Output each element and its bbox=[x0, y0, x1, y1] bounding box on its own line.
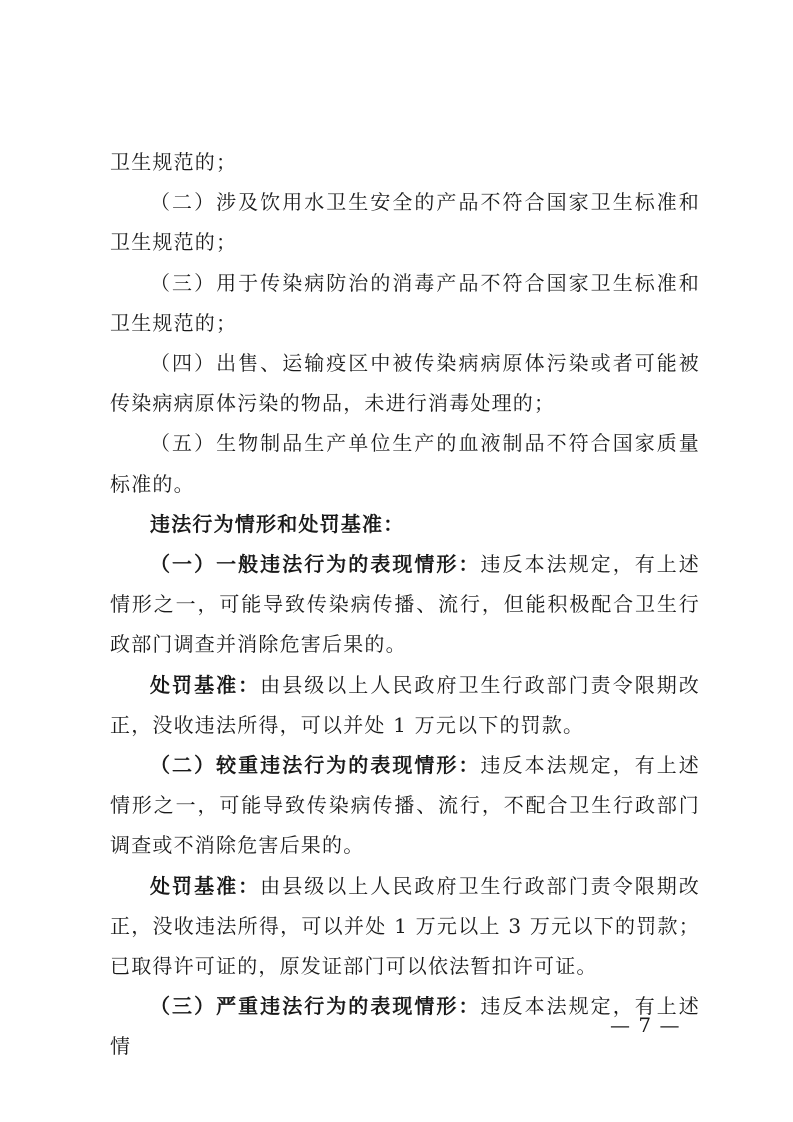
general-violation-text: 违反本法规定，有上述情形之一，可能导致传染病传播、流行，但能积极配合卫生行政部门调查并消除危害后果的。 bbox=[110, 552, 700, 657]
penalty-basis-2-text: 由县级以上人民政府卫生行政部门责令限期改正，没收违法所得，可以并处 1 万元以上 3 万元以下的罚款；已取得许可证的，原发证部门可以依法暂扣许可证。 bbox=[110, 873, 701, 979]
serious-violation-label: （二）较重违法行为的表现情形： bbox=[150, 753, 481, 778]
severe-violation-label: （三）严重违法行为的表现情形： bbox=[150, 994, 481, 1019]
document-body bbox=[110, 142, 700, 1067]
section-heading: 违法行为情形和处罚基准： bbox=[150, 511, 405, 536]
penalty-basis-1-text: 由县级以上人民政府卫生行政部门责令限期改正，没收违法所得，可以并处 1 万元以下的罚款。 bbox=[110, 672, 701, 737]
severe-violation-text: 违反本法规定，有上述情 bbox=[110, 994, 700, 1059]
paragraph-item-5: （五）生物制品生产单位生产的血液制品不符合国家质量标准的。 bbox=[110, 431, 700, 496]
general-violation-paragraph bbox=[110, 544, 700, 665]
serious-violation-text: 违反本法规定，有上述情形之一，可能导致传染病传播、流行，不配合卫生行政部门调查或不消除危害后果的。 bbox=[110, 753, 700, 858]
penalty-basis-1-paragraph bbox=[110, 665, 700, 745]
general-violation-label: （一）一般违法行为的表现情形： bbox=[150, 552, 481, 577]
penalty-basis-2-label: 处罚基准： bbox=[150, 873, 261, 898]
penalty-basis-2-paragraph bbox=[110, 866, 700, 987]
paragraph-item-4: （四）出售、运输疫区中被传染病病原体污染或者可能被传染病病原体污染的物品，未进行消毒处理的； bbox=[110, 351, 700, 416]
serious-violation-paragraph bbox=[110, 745, 700, 866]
paragraph-continuation: 卫生规范的； bbox=[110, 150, 238, 174]
paragraph-item-3: （三）用于传染病防治的消毒产品不符合国家卫生标准和卫生规范的； bbox=[110, 270, 700, 335]
paragraph-item-2: （二）涉及饮用水卫生安全的产品不符合国家卫生标准和卫生规范的； bbox=[110, 190, 700, 255]
penalty-basis-1-label: 处罚基准： bbox=[150, 672, 261, 697]
page-number: — 7 — bbox=[610, 1013, 681, 1037]
